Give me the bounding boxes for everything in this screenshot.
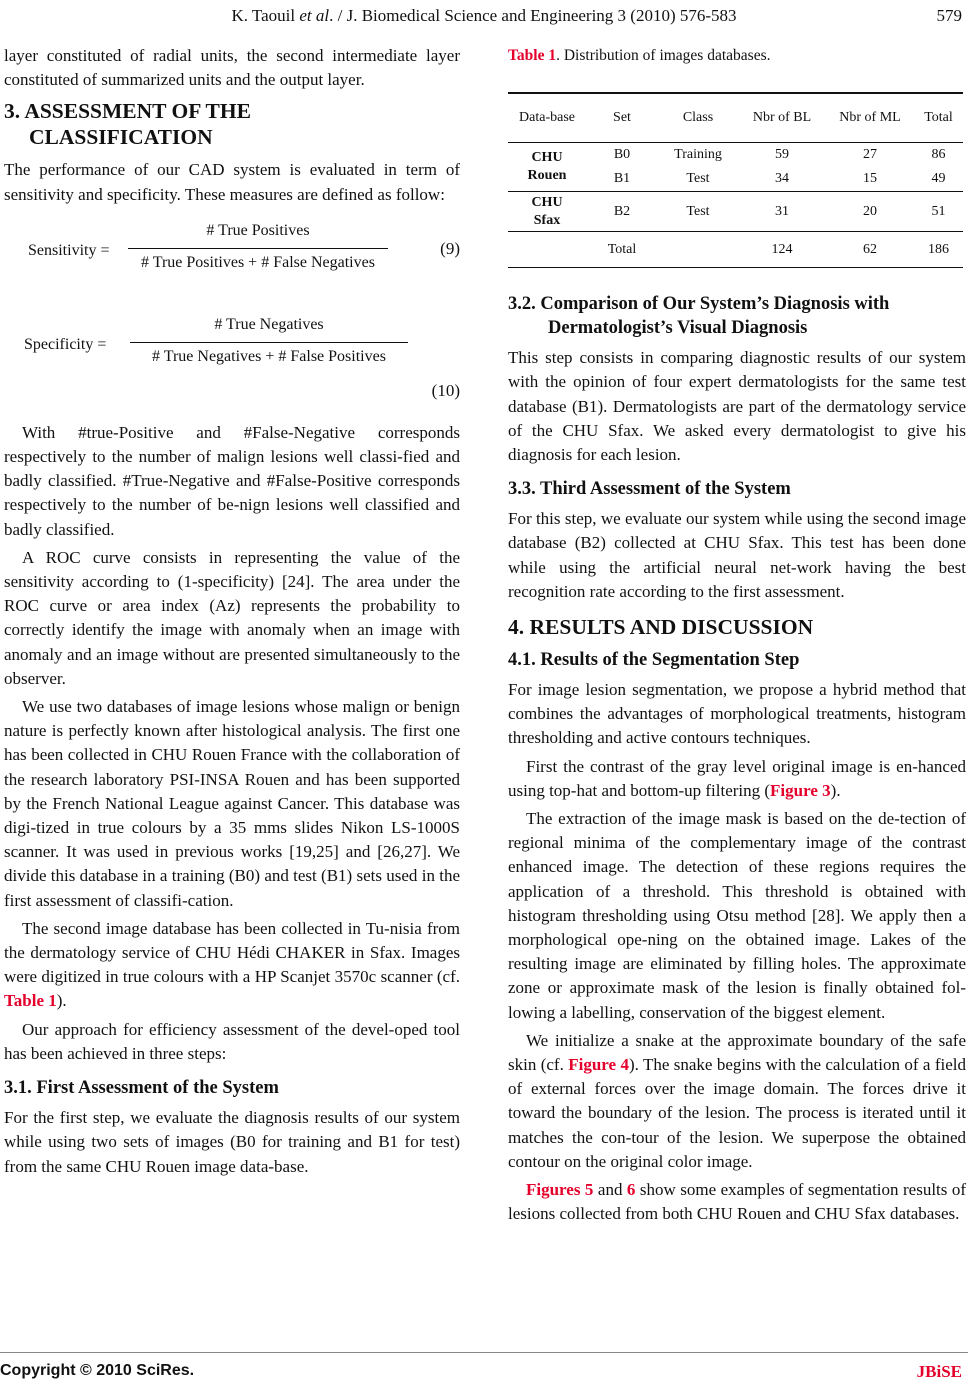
figure-link[interactable]: Figure 4: [568, 1055, 629, 1075]
table-cell: 186: [928, 241, 949, 257]
table-cell: 49: [931, 171, 946, 187]
text-run: and: [593, 1180, 627, 1200]
equation-numerator: # True Negatives: [214, 315, 324, 333]
table-header-cell: Class: [682, 110, 714, 126]
paragraph: This step consists in comparing diagnostic results of our system with the opinion of four expert dermatologists for the same test database (B1). Dermatologists are part of the dermatology service of the CHU Sfax. We asked every dermatologist to give his diagnosis for each lesion.: [508, 348, 966, 465]
table-row: [508, 192, 963, 232]
paragraph: With #true-Positive and #False-Negative corresponds respectively to the number of malign lesions well classi-fied and badly classified. #True-Negative and #False-Positive corresponds respectively to the number of be-nign lesions well classified and badly classified.: [4, 422, 460, 539]
table-cell: 124: [771, 241, 793, 257]
table-group-cell: CHU Sfax: [531, 194, 563, 228]
paragraph: [508, 755, 966, 803]
paragraph: [508, 1178, 966, 1226]
equation-number: (9): [440, 238, 460, 258]
caption-text: . Distribution of images databases.: [556, 47, 771, 64]
paragraph: The performance of our CAD system is evaluated in term of sensitivity and specificity. These measures are defined as follow:: [4, 160, 460, 204]
left-column: [4, 44, 460, 1179]
paragraph: A ROC curve consists in representing the value of the sensitivity according to (1-specificity) [24]. The area under the ROC curve or area index (Az) represents the probability to correctly identify the image with anomaly when an image with anomaly and an image without are presented simultaneously to the observer.: [4, 547, 460, 688]
subsection-heading: [508, 292, 966, 340]
figure-link[interactable]: Figure 3: [770, 780, 831, 800]
footer-divider: [0, 1352, 968, 1353]
copyright: Copyright © 2010 SciRes.: [0, 1362, 195, 1379]
paragraph: [508, 1029, 966, 1174]
table-cell: 62: [863, 241, 877, 257]
subsection-heading: 3.3. Third Assessment of the System: [508, 479, 791, 500]
distribution-table: [508, 92, 963, 268]
table-header-cell: Data-base: [519, 110, 575, 126]
text-run: The second image database has been collected in Tu-nisia from the dermatology service of CHU Hédi CHAKER in Sfax. Images were digitized in true colours with a HP Scanjet 3570c scanner (cf.: [4, 918, 460, 987]
subsection-heading-line: Dermatologist’s Visual Diagnosis: [548, 318, 808, 339]
paragraph: Our approach for efficiency assessment of the devel-oped tool has been achieved in three steps:: [4, 1019, 460, 1063]
text-run: show some examples of segmentation results of lesions collected from both CHU Rouen and CHU Sfax databases.: [508, 1180, 967, 1224]
text-run: ). The snake begins with the calculation of a field of external forces over the image domain. The forces drive it toward the boundary of the lesion. The process is iterated until it matches the con-tour of the lesion. We superpose the obtained contour on the original color image.: [508, 1055, 966, 1171]
section-heading-line: CLASSIFICATION: [29, 125, 213, 150]
equation-10: [4, 313, 460, 421]
running-header: [0, 6, 968, 26]
table-cell: 27: [863, 147, 877, 163]
header-journal-ref: . / J. Biomedical Science and Engineering 3 (2010) 576-583: [329, 6, 737, 25]
table-link[interactable]: Table 1: [4, 991, 57, 1011]
paragraph: For image lesion segmentation, we propose a hybrid method that combines the advantages of morphological treatments, histogram thresholding and active contours techniques.: [508, 680, 966, 748]
table-cell: 34: [775, 171, 789, 187]
table-cell: 31: [775, 203, 789, 219]
fraction-bar: [130, 342, 408, 343]
table-cell: Training: [674, 147, 722, 163]
section-heading-line: 3. ASSESSMENT OF THE: [4, 99, 251, 124]
text-run: ).: [56, 991, 67, 1011]
equation-9: [4, 219, 460, 301]
equation-numerator: # True Positives: [206, 221, 310, 239]
table-header-cell: Set: [613, 110, 631, 126]
table-total-label: Total: [607, 241, 637, 257]
table-total-row: [508, 232, 963, 268]
table-cell: 51: [931, 203, 946, 219]
table-cell: Test: [686, 171, 710, 187]
equation-denominator: # True Positives + # False Negatives: [141, 253, 375, 271]
equation-lhs: Sensitivity =: [28, 241, 110, 259]
text-run: We initialize a snake at the approximate boundary of the safe skin (cf.: [508, 1030, 966, 1075]
page-number: 579: [936, 6, 962, 25]
table-cell: Test: [686, 203, 710, 219]
table-header-cell: Nbr of BL: [752, 110, 812, 126]
fraction-bar: [128, 248, 388, 249]
paragraph: The extraction of the image mask is based on the de-tection of regional minima of the complementary image of the contrast enhanced image. The detection of these regions requires the application of a threshold. This threshold is obtained with histogram thresholding using Otsu method [28]. We apply then a morphological ope-ning on the obtained image. Lakes of the resulting image are eliminated by filling holes. The approximate zone or approximate mask of the lesion is finally obtained fol-lowing a labelling, conservation of the biggest element.: [508, 809, 966, 1022]
paragraph: For the first step, we evaluate the diagnosis results of our system while using two sets of images (B0 for training and B1 for test) from the same CHU Rouen image data-base.: [4, 1108, 460, 1176]
paragraph: We use two databases of image lesions whose malign or benign nature is perfectly known after histological analysis. The first one has been collected in CHU Rouen France with the collaboration of the research laboratory PSI-INSA Rouen and has been supported by the French National League against Cancer. This database was digi-tized in true colours by a 35 mms slides Nikon LS-1000S scanner. It was used in previous works [19,25] and [26,27]. We divide this database in a training (B0) and test (B1) sets used in the first assessment of classifi-cation.: [4, 697, 460, 910]
text-run: First the contrast of the gray level original image is en-hanced using top-hat and bottom-up filtering (: [508, 756, 966, 800]
table-cell: B0: [613, 147, 631, 163]
text-run: ).: [830, 780, 841, 800]
table-cell: 59: [775, 147, 789, 163]
header-authors: K. Taouil: [231, 6, 300, 25]
paragraph: For this step, we evaluate our system while using the second image database (B2) collected at CHU Sfax. This test has been done while using the artificial neural net-work having the best recognition rate according to the first assessment.: [508, 509, 966, 601]
subsection-heading: 4.1. Results of the Segmentation Step: [508, 650, 800, 671]
equation-number: (10): [431, 380, 460, 400]
table-cell: [508, 232, 586, 268]
subsection-heading: 3.1. First Assessment of the System: [4, 1078, 279, 1099]
table-cell: 20: [863, 203, 877, 219]
table-header-cell: Nbr of ML: [839, 110, 901, 126]
table-cell: [658, 232, 738, 268]
paragraph: [4, 917, 460, 1014]
table-cell: 86: [931, 147, 946, 163]
table-row: [508, 143, 963, 168]
journal-name: JBiSE: [916, 1362, 962, 1381]
table-cell: B2: [613, 203, 631, 219]
table-caption: [508, 44, 966, 68]
subsection-heading-line: 3.2. Comparison of Our System’s Diagnosis with: [508, 294, 890, 315]
figure-link[interactable]: Figures 5: [526, 1180, 594, 1200]
paragraph: layer constituted of radial units, the second intermediate layer constituted of summarized units and the output layer.: [4, 46, 460, 90]
header-etal: et al: [299, 6, 330, 25]
equation-lhs: Specificity =: [24, 335, 107, 353]
table-header-cell: Total: [924, 110, 953, 126]
table-cell: 15: [863, 171, 877, 187]
equation-denominator: # True Negatives + # False Positives: [152, 347, 386, 365]
figure-link[interactable]: 6: [626, 1180, 636, 1200]
section-heading: 4. RESULTS AND DISCUSSION: [508, 615, 814, 640]
table-group-cell: CHU Rouen: [527, 150, 567, 184]
table-label: Table 1: [508, 47, 557, 64]
right-column: [508, 44, 966, 1227]
section-heading: [4, 98, 460, 150]
table-cell: B1: [613, 171, 631, 187]
table-header-row: [508, 93, 963, 143]
